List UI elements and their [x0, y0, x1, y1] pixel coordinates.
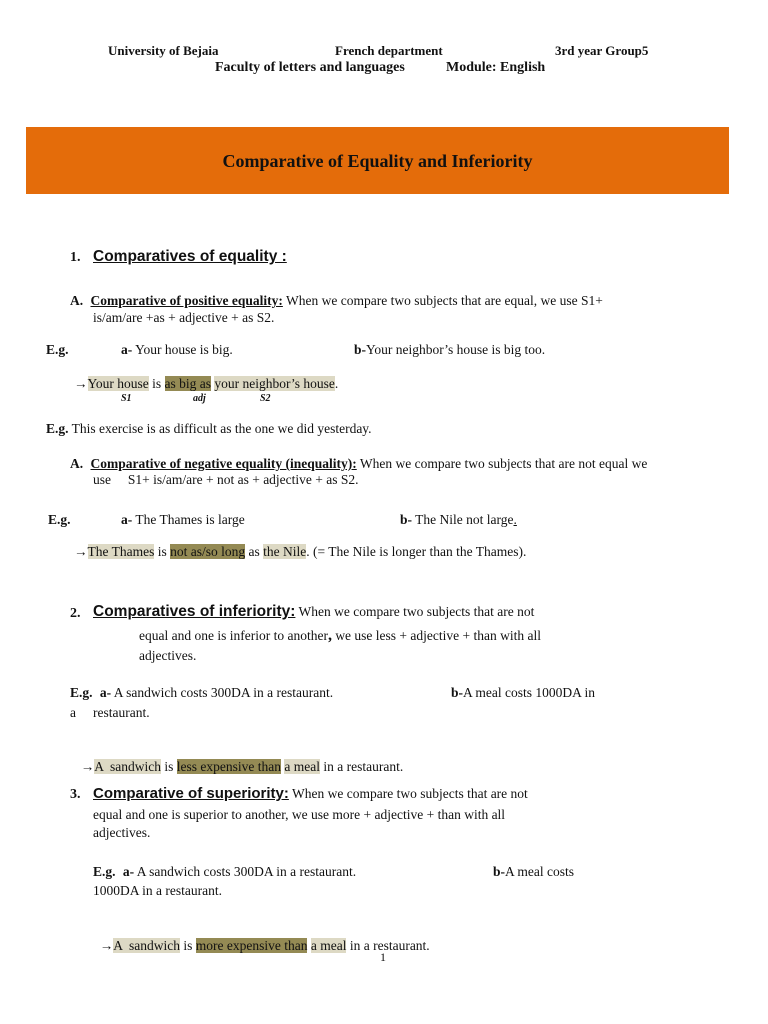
- section3-result-s1: A sandwich: [113, 938, 180, 953]
- section1-number: 1.: [70, 250, 81, 265]
- section1-heading: Comparatives of equality :: [93, 248, 287, 265]
- eg3-label: E.g.: [48, 512, 71, 527]
- eg2: E.g. This exercise is as difficult as the one we did yesterday.: [46, 421, 372, 436]
- label-adj: adj: [193, 393, 206, 404]
- section1-sub-b-line2: use S1+ is/am/are + not as + adjective + as S2.: [93, 472, 359, 487]
- section2-eg-line2a: a: [70, 705, 76, 720]
- section3-eg: E.g. a- A sandwich costs 300DA in a restaurant.: [93, 864, 357, 879]
- section2-result-adj: less expensive than: [176, 759, 281, 774]
- title-banner: [26, 127, 729, 194]
- page-number: 1: [380, 950, 386, 964]
- section3-line2: equal and one is superior to another, we use more + adjective + than with all: [93, 807, 506, 822]
- section2-result-s2: a meal: [284, 759, 320, 774]
- section3-line3: adjectives.: [93, 825, 151, 840]
- section2-eg: E.g. a- A sandwich costs 300DA in a restaurant.: [70, 685, 334, 700]
- eg3-b: b- The Nile not large.: [400, 512, 517, 527]
- section2-heading: Comparatives of inferiority:: [93, 603, 296, 620]
- result2-s1: The Thames: [87, 544, 155, 559]
- result2-adj: not as/so long: [170, 544, 246, 559]
- university-name: University of Bejaia: [108, 43, 219, 58]
- section1-sub-a-line2: is/am/are +as + adjective + as S2.: [93, 310, 275, 325]
- section2-result-s1: A sandwich: [94, 759, 161, 774]
- section1-sub-a: A. Comparative of positive equality: When we compare two subjects that are equal, we use S1+: [70, 293, 603, 308]
- section2-eg-line2b: restaurant.: [93, 705, 150, 720]
- section3-result-adj: more expensive than: [195, 938, 308, 953]
- section3-eg-line2: 1000DA in a restaurant.: [93, 883, 222, 898]
- label-s2: S2: [260, 393, 271, 404]
- section2-line2: equal and one is inferior to another, we use less + adjective + than with all: [139, 627, 541, 644]
- label-s1: S1: [121, 393, 132, 404]
- section3-result-s2: a meal: [310, 938, 347, 953]
- result1-adj: as big as: [164, 376, 212, 391]
- section2-line3: adjectives.: [139, 648, 197, 663]
- sub-b-label: Comparative of negative equality (inequality):: [90, 456, 357, 471]
- sub-a-label: Comparative of positive equality:: [90, 293, 283, 308]
- result1-s2: your neighbor’s house: [214, 376, 335, 391]
- section3-heading: Comparative of superiority:: [93, 785, 289, 802]
- section1-sub-b: A. Comparative of negative equality (inequality): When we compare two subjects that are not equal we: [70, 456, 648, 471]
- section2-number: 2.: [70, 606, 81, 621]
- group-name: 3rd year Group5: [555, 43, 649, 58]
- section3-eg-b: b-A meal costs: [493, 864, 575, 879]
- result2: →The Thames is not as/so long as the Nile. (= The Nile is longer than the Thames).: [74, 544, 527, 559]
- eg1-a: a- Your house is big.: [121, 342, 233, 357]
- eg1-b: b-Your neighbor’s house is big too.: [354, 342, 546, 357]
- result1: →Your house is as big as your neighbor’s house.: [74, 376, 339, 391]
- module-name: Module: English: [446, 60, 546, 75]
- section2-line1: Comparatives of inferiority: When we compare two subjects that are not: [93, 603, 535, 620]
- eg1-label: E.g.: [46, 342, 69, 357]
- section3-line1: Comparative of superiority: When we compare two subjects that are not: [93, 785, 528, 802]
- eg3-a: a- The Thames is large: [121, 512, 245, 527]
- result1-s1: Your house: [87, 376, 149, 391]
- section3-number: 3.: [70, 787, 81, 802]
- section3-result: →A sandwich is more expensive than a meal in a restaurant.: [99, 938, 430, 953]
- result2-s2: the Nile: [263, 544, 307, 559]
- page-title: Comparative of Equality and Inferiority: [222, 151, 533, 171]
- section2-result: →A sandwich is less expensive than a meal in a restaurant.: [80, 759, 404, 774]
- section2-eg-b: b-A meal costs 1000DA in: [451, 685, 596, 700]
- department-name: French department: [335, 43, 443, 58]
- faculty-name: Faculty of letters and languages: [215, 60, 405, 75]
